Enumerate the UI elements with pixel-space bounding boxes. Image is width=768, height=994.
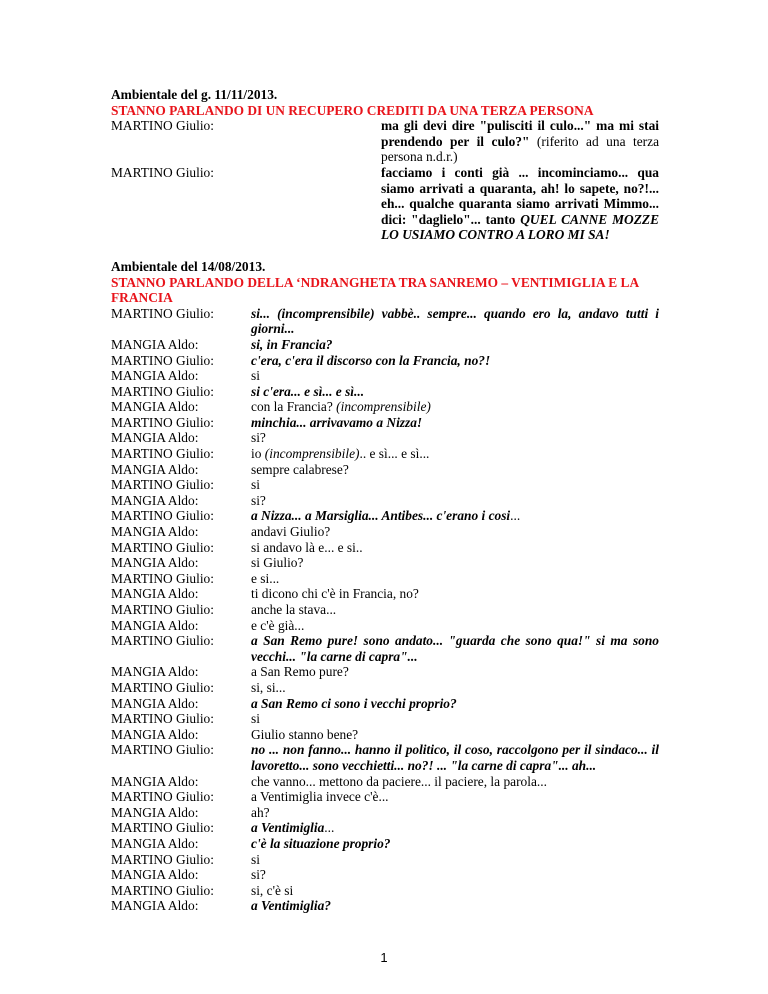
- utterance-fragment: c'era, c'era il discorso con la Francia, no?!: [251, 352, 491, 368]
- speaker-label: MANGIA Aldo:: [111, 664, 199, 680]
- utterance-text: [381, 165, 659, 243]
- utterance-fragment: si?: [251, 430, 266, 446]
- utterance-fragment: si, si...: [251, 679, 286, 695]
- utterance-fragment: ...: [510, 508, 521, 524]
- utterance-fragment: ah?: [251, 804, 270, 820]
- speaker-label: MANGIA Aldo:: [111, 695, 199, 711]
- utterance-fragment: (incomprensibile): [264, 446, 360, 462]
- speaker-label: MANGIA Aldo:: [111, 399, 199, 415]
- transcript-line: [111, 477, 659, 493]
- utterance-fragment: si... (incomprensibile) vabbè.. sempre... quando ero la, andavo tutti i giorni...: [251, 305, 659, 337]
- utterance-fragment: a Ventimiglia: [251, 820, 325, 836]
- utterance-text: [251, 789, 659, 805]
- speaker-label: MARTINO Giulio:: [111, 383, 214, 399]
- transcript-line: [111, 742, 659, 773]
- transcript-line: [111, 805, 659, 821]
- utterance-fragment: e si...: [251, 570, 280, 586]
- transcript-line: [111, 774, 659, 790]
- speaker-label: MARTINO Giulio:: [111, 539, 214, 555]
- utterance-fragment: si, c'è si: [251, 882, 294, 898]
- utterance-fragment: anche la stava...: [251, 602, 337, 617]
- utterance-text: [251, 883, 659, 899]
- speaker-label: MARTINO Giulio:: [111, 164, 214, 180]
- transcript-line: [111, 727, 659, 743]
- section-2-heading: Ambientale del 14/08/2013.: [111, 258, 266, 274]
- speaker-label: MANGIA Aldo:: [111, 835, 199, 851]
- transcript-line: [111, 820, 659, 836]
- utterance-fragment: sempre calabrese?: [251, 461, 349, 477]
- utterance-fragment: c'è la situazione proprio?: [251, 835, 391, 851]
- speaker-label: MARTINO Giulio:: [111, 305, 214, 321]
- transcript-line: [111, 711, 659, 727]
- utterance-text: [251, 680, 659, 696]
- transcript-line: [111, 508, 659, 524]
- utterance-text: [251, 306, 659, 337]
- transcript-line: [111, 430, 659, 446]
- speaker-label: MARTINO Giulio:: [111, 118, 214, 134]
- utterance-text: [251, 742, 659, 773]
- utterance-fragment: ma gli devi dire "pulisciti il culo..." ma mi stai prendendo per il culo?": [381, 118, 659, 149]
- utterance-text: [251, 555, 659, 571]
- speaker-label: MARTINO Giulio:: [111, 742, 214, 758]
- utterance-fragment: si, in Francia?: [251, 336, 333, 352]
- utterance-text: [381, 118, 659, 165]
- transcript-line: [111, 540, 659, 556]
- transcript-line: [111, 898, 659, 914]
- speaker-label: MARTINO Giulio:: [111, 882, 214, 898]
- transcript-line: [111, 306, 659, 337]
- utterance-text: [251, 586, 659, 602]
- utterance-fragment: che vanno... mettono da paciere... il paciere, la parola...: [251, 773, 547, 789]
- utterance-text: [251, 711, 659, 727]
- transcript-line: [111, 618, 659, 634]
- transcript-line: [111, 415, 659, 431]
- transcript-line: [111, 680, 659, 696]
- transcript-line: [111, 555, 659, 571]
- transcript-line: [111, 399, 659, 415]
- speaker-label: MANGIA Aldo:: [111, 867, 199, 883]
- utterance-fragment: a San Remo pure! sono andato... "guarda che sono qua!" si ma sono vecchi... "la carne di capra"...: [251, 633, 659, 664]
- speaker-label: MANGIA Aldo:: [111, 492, 199, 508]
- section-2-lines: [111, 306, 659, 914]
- utterance-fragment: (incomprensibile): [336, 399, 431, 415]
- speaker-label: MANGIA Aldo:: [111, 773, 199, 789]
- section-1-lines: [111, 118, 659, 243]
- utterance-fragment: si: [251, 368, 260, 384]
- utterance-text: [251, 867, 659, 883]
- utterance-text: [251, 820, 659, 836]
- transcript-line: [111, 368, 659, 384]
- transcript-line: [111, 118, 659, 165]
- speaker-label: MANGIA Aldo:: [111, 804, 199, 820]
- utterance-text: [251, 664, 659, 680]
- utterance-fragment: QUEL CANNE MOZZE LO USIAMO CONTRO A LORO MI SA!: [381, 211, 659, 243]
- utterance-fragment: facciamo i conti già ... incominciamo... qua siamo arrivati a quaranta, ah! lo sapete, no?!... eh... qualche quaranta siamo arrivati Mimmo... dici: "daglielo"... tanto: [381, 164, 659, 227]
- speaker-label: MANGIA Aldo:: [111, 336, 199, 352]
- transcript-line: [111, 602, 659, 618]
- utterance-fragment: si: [251, 477, 260, 493]
- transcript-line: [111, 337, 659, 353]
- utterance-fragment: si?: [251, 867, 266, 883]
- utterance-text: [251, 524, 659, 540]
- transcript-line: [111, 353, 659, 369]
- utterance-text: [251, 493, 659, 509]
- utterance-fragment: si c'era... e sì... e sì...: [251, 383, 365, 399]
- utterance-fragment: a Ventimiglia?: [251, 898, 331, 914]
- speaker-label: MARTINO Giulio:: [111, 679, 214, 695]
- speaker-label: MARTINO Giulio:: [111, 633, 214, 649]
- utterance-text: [251, 774, 659, 790]
- utterance-fragment: a Nizza... a Marsiglia... Antibes... c'erano i cosi: [251, 508, 511, 524]
- speaker-label: MARTINO Giulio:: [111, 414, 214, 430]
- speaker-label: MANGIA Aldo:: [111, 898, 199, 914]
- speaker-label: MANGIA Aldo:: [111, 368, 199, 384]
- utterance-text: [251, 462, 659, 478]
- utterance-text: [251, 353, 659, 369]
- page-number: 1: [380, 950, 388, 965]
- speaker-label: MANGIA Aldo:: [111, 617, 199, 633]
- transcript-line: [111, 664, 659, 680]
- utterance-fragment: andavi Giulio?: [251, 524, 331, 540]
- speaker-label: MARTINO Giulio:: [111, 602, 214, 617]
- speaker-label: MANGIA Aldo:: [111, 555, 199, 571]
- section-2-title: STANNO PARLANDO DELLA ‘NDRANGHETA TRA SANREMO – VENTIMIGLIA E LA FRANCIA: [111, 274, 639, 306]
- utterance-fragment: io: [251, 446, 265, 462]
- utterance-fragment: (riferito ad una terza persona n.d.r.): [381, 133, 660, 165]
- transcript-line: [111, 165, 659, 243]
- transcript-line: [111, 867, 659, 883]
- utterance-text: [251, 508, 659, 524]
- utterance-fragment: .. e sì... e sì...: [359, 446, 430, 462]
- section-1-heading: Ambientale del g. 11/11/2013.: [111, 87, 278, 102]
- section-1-title: STANNO PARLANDO DI UN RECUPERO CREDITI DA UNA TERZA PERSONA: [111, 102, 594, 118]
- speaker-label: MANGIA Aldo:: [111, 586, 199, 602]
- speaker-label: MARTINO Giulio:: [111, 446, 214, 462]
- utterance-fragment: si?: [251, 492, 266, 508]
- utterance-text: [251, 602, 659, 618]
- utterance-text: [251, 633, 659, 664]
- utterance-text: [251, 898, 659, 914]
- utterance-text: [251, 852, 659, 868]
- speaker-label: MARTINO Giulio:: [111, 851, 214, 867]
- utterance-fragment: e c'è già...: [251, 617, 305, 633]
- utterance-fragment: si: [251, 851, 260, 867]
- section-gap: [111, 243, 659, 259]
- speaker-label: MARTINO Giulio:: [111, 352, 214, 368]
- utterance-text: [251, 696, 659, 712]
- transcript-line: [111, 883, 659, 899]
- speaker-label: MARTINO Giulio:: [111, 789, 214, 805]
- utterance-fragment: ti dicono chi c'è in Francia, no?: [251, 586, 419, 602]
- utterance-fragment: a Ventimiglia invece c'è...: [251, 789, 389, 805]
- utterance-fragment: si: [251, 711, 260, 727]
- utterance-text: [251, 727, 659, 743]
- utterance-text: [251, 805, 659, 821]
- speaker-label: MARTINO Giulio:: [111, 477, 214, 493]
- utterance-fragment: no ... non fanno... hanno il politico, il coso, raccolgono per il sindaco... il lavoretto... sono vecchietti... no?! ... "la carne di capra"... ah...: [251, 742, 659, 773]
- utterance-fragment: ...: [324, 820, 335, 836]
- utterance-fragment: minchia... arrivavamo a Nizza!: [251, 414, 423, 430]
- speaker-label: MANGIA Aldo:: [111, 726, 199, 742]
- speaker-label: MARTINO Giulio:: [111, 820, 214, 836]
- transcript-line: [111, 852, 659, 868]
- utterance-text: [251, 540, 659, 556]
- utterance-fragment: si Giulio?: [251, 555, 304, 571]
- utterance-text: [251, 430, 659, 446]
- utterance-fragment: con la Francia?: [251, 399, 337, 415]
- speaker-label: MARTINO Giulio:: [111, 711, 214, 727]
- utterance-fragment: a San Remo ci sono i vecchi proprio?: [251, 695, 457, 711]
- utterance-text: [251, 571, 659, 587]
- transcript-line: [111, 384, 659, 400]
- speaker-label: MANGIA Aldo:: [111, 430, 199, 446]
- transcript-line: [111, 633, 659, 664]
- speaker-label: MARTINO Giulio:: [111, 570, 214, 586]
- transcript-line: [111, 462, 659, 478]
- transcript-line: [111, 524, 659, 540]
- transcript-line: [111, 789, 659, 805]
- utterance-text: [251, 446, 659, 462]
- transcript-content: [111, 87, 659, 914]
- utterance-text: [251, 337, 659, 353]
- transcript-line: [111, 696, 659, 712]
- speaker-label: MANGIA Aldo:: [111, 524, 199, 540]
- transcript-line: [111, 836, 659, 852]
- utterance-text: [251, 836, 659, 852]
- speaker-label: MANGIA Aldo:: [111, 461, 199, 477]
- transcript-line: [111, 586, 659, 602]
- utterance-text: [251, 477, 659, 493]
- utterance-text: [251, 618, 659, 634]
- utterance-text: [251, 399, 659, 415]
- transcript-line: [111, 446, 659, 462]
- speaker-label: MARTINO Giulio:: [111, 508, 214, 524]
- transcript-line: [111, 571, 659, 587]
- utterance-fragment: Giulio stanno bene?: [251, 726, 359, 742]
- utterance-text: [251, 415, 659, 431]
- utterance-text: [251, 368, 659, 384]
- transcript-line: [111, 493, 659, 509]
- utterance-text: [251, 384, 659, 400]
- utterance-fragment: a San Remo pure?: [251, 664, 349, 680]
- utterance-fragment: si andavo là e... e si..: [251, 539, 363, 555]
